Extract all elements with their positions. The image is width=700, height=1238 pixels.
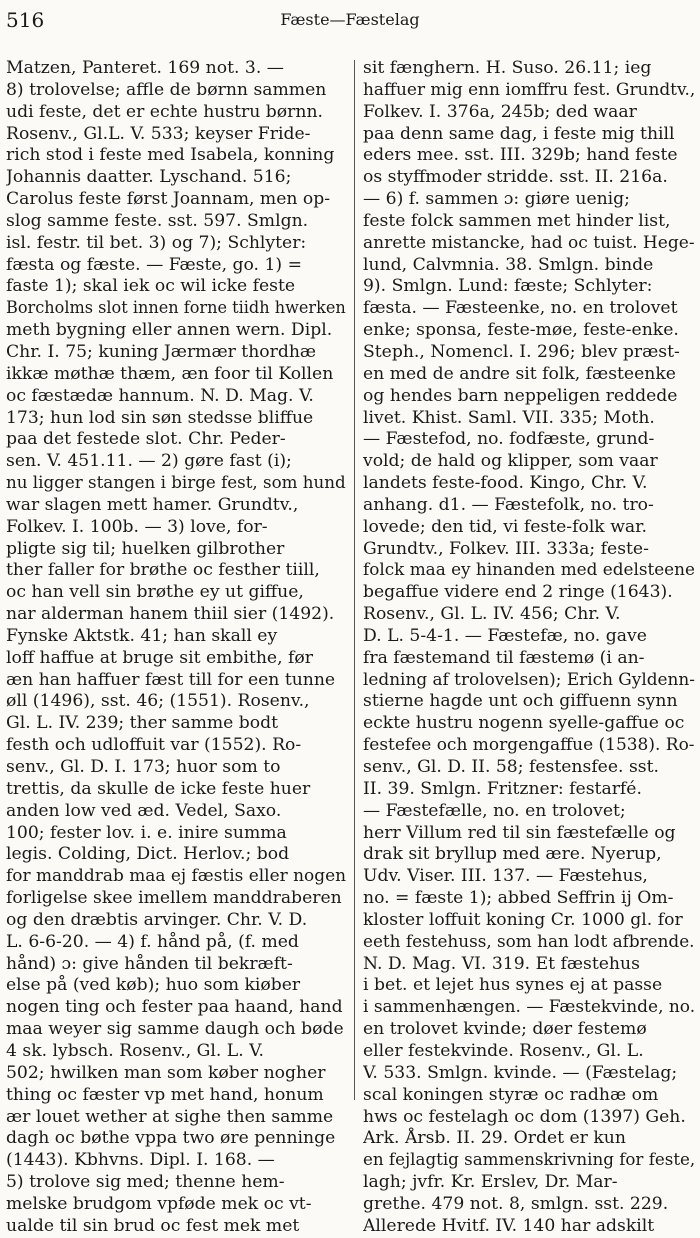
text-line: 4 sk. lybsch. Rosenv., Gl. L. V. (6, 1040, 264, 1061)
text-line: lagh; jvfr. Kr. Erslev, Dr. Mar- (363, 1172, 618, 1193)
text-line: en fejlagtig sammenskrivning for feste, (363, 1150, 695, 1171)
text-line: ther faller for brøthe oc festher tiill, (6, 560, 320, 581)
text-line: Matzen, Panteret. 169 not. 3. — (6, 58, 284, 78)
text-line: Chr. I. 75; kuning Jærmær thordhæ (6, 341, 317, 362)
text-line: feste folck sammen met hinder list, (363, 210, 671, 231)
text-line: og den dræbtis arvinger. Chr. V. D. (6, 909, 308, 930)
text-line: og hendes barn neppeligen reddede (363, 385, 678, 406)
text-line: udi feste, det er echte hustru børnn. (6, 101, 323, 122)
text-line: eders mee. sst. III. 329b; hand feste (363, 145, 678, 166)
text-line: Ark. Årsb. II. 29. Ordet er kun (363, 1128, 626, 1149)
text-line: — 6) f. sammen ɔ: giøre uenig; (363, 189, 630, 210)
text-line: anhang. d1. — Fæstefolk, no. tro- (363, 494, 654, 515)
text-line: slog samme feste. sst. 597. Smlgn. (6, 210, 309, 231)
text-line: haffuer mig enn iomffru fest. Grundtv., (363, 79, 695, 100)
text-line: kloster loffuit koning Cr. 1000 gl. for (363, 909, 683, 930)
text-line: nogen ting och fester paa haand, hand (6, 997, 343, 1018)
text-line: maa weyer sig samme daugh och bøde (6, 1019, 344, 1040)
left-column (6, 58, 346, 1238)
text-line: fra fæstemand til fæstemø (i an- (363, 647, 645, 668)
text-line: drak sit bryllup med ære. Nyerup, (363, 844, 662, 865)
text-line: Rosenv., Gl. L. IV. 456; Chr. V. (363, 604, 621, 625)
text-line: folck maa ey hinanden med edelsteene (363, 560, 695, 581)
text-line: ledning af trolovelsen); Erich Gyldenn- (363, 669, 695, 690)
text-line: Johannis daatter. Lyschand. 516; (6, 167, 292, 188)
text-line: (1443). Kbhvns. Dipl. I. 168. — (6, 1150, 275, 1171)
text-line: loff haffue at bruge sit embithe, før (6, 647, 313, 668)
text-line: Gl. L. IV. 239; ther samme bodt (6, 713, 279, 734)
text-line: stierne hagde unt och giffuenn synn (363, 691, 678, 712)
text-line: en trolovet kvinde; døer festemø (363, 1019, 647, 1040)
text-line: æn han haffuer fæst till for een tunne (6, 669, 336, 690)
text-line: i sammenhængen. — Fæstekvinde, no. (363, 997, 695, 1018)
text-line: grethe. 479 not. 8, smlgn. sst. 229. (363, 1193, 669, 1214)
text-line: II. 39. Smlgn. Fritzner: festarfé. (363, 778, 642, 799)
right-column (363, 58, 695, 1238)
page-number: 516 (6, 8, 45, 32)
text-line: legis. Colding, Dict. Herlov.; bod (6, 844, 290, 865)
text-line: paa denn same dag, i feste mig thill (363, 123, 675, 144)
text-line: 100; fester lov. i. e. inire summa (6, 822, 287, 843)
text-line: else på (ved køb); huo som kiøber (6, 975, 301, 996)
text-line: lovede; den tid, vi feste-folk war. (363, 516, 647, 537)
text-line: rich stod i feste med Isabela, konning (6, 145, 335, 166)
text-line: festh och udloffuit var (1552). Ro- (6, 735, 302, 756)
text-line: eckte hustru nogenn syelle-gaffue oc (363, 713, 685, 734)
text-line: 5) trolove sig med; thenne hem- (6, 1172, 285, 1193)
text-line: oc han vell sin brøthe ey ut giffue, (6, 582, 304, 603)
text-line: vold; de hald og klipper, som vaar (363, 451, 658, 472)
text-line: D. L. 5-4-1. — Fæstefæ, no. gave (363, 625, 647, 646)
text-line: pligte sig til; huelken gilbrother (6, 538, 285, 559)
text-line: thing oc fæster vp met hand, honum (6, 1084, 324, 1105)
text-line: 9). Smlgn. Lund: fæste; Schlyter: (363, 276, 653, 297)
text-line: fæsta. — Fæsteenke, no. en trolovet (363, 298, 678, 319)
text-line: Folkev. I. 100b. — 3) love, for- (6, 516, 268, 537)
text-line: lund, Calvmnia. 38. Smlgn. binde (363, 254, 654, 275)
text-line: 502; hwilken man som køber nogher (6, 1062, 326, 1083)
text-line: Rosenv., Gl.L. V. 533; keyser Fride- (6, 123, 311, 144)
text-line: anden low ved æd. Vedel, Saxo. (6, 800, 282, 821)
text-line: enke; sponsa, feste-møe, feste-enke. (363, 320, 679, 341)
text-line: Allerede Hvitf. IV. 140 har adskilt (363, 1215, 655, 1236)
text-line: landets feste-food. Kingo, Chr. V. (363, 473, 648, 494)
text-line: war slagen mett hamer. Grundtv., (6, 494, 299, 515)
text-line: ær louet wether at sighe then samme (6, 1106, 334, 1127)
text-line: anrette mistancke, had oc tuist. Hege- (363, 232, 695, 253)
text-line: nar alderman hanem thiil sier (1492). (6, 604, 335, 625)
text-line: dagh oc bøthe vppa two øre penninge (6, 1128, 336, 1149)
text-line: herr Villum red til sin fæstefælle og (363, 822, 676, 843)
text-line: melske brudgom vpføde mek oc vt- (6, 1193, 312, 1214)
text-line: nu ligger stangen i birge fest, som hund (6, 473, 346, 494)
column-divider (354, 60, 355, 1100)
text-line: Borcholms slot innen forne tiidh hwerken (6, 298, 346, 319)
text-line: meth bygning eller annen wern. Dipl. (6, 320, 333, 341)
text-line: L. 6-6-20. — 4) f. hånd på, (f. med (6, 931, 299, 952)
text-line: os styffmoder stridde. sst. II. 216a. (363, 167, 668, 188)
text-line: paa det festede slot. Chr. Peder- (6, 429, 286, 450)
text-line: trettis, da skulle de icke feste huer (6, 778, 311, 799)
text-line: isl. festr. til bet. 3) og 7); Schlyter: (6, 232, 307, 253)
text-line: for manddrab maa ej fæstis eller nogen (6, 866, 346, 887)
text-line: hånd) ɔ: give hånden til bekræft- (6, 953, 293, 974)
text-line: Fynske Aktstk. 41; han skall ey (6, 625, 278, 646)
text-line: i bet. et lejet hus synes ej at passe (363, 975, 663, 996)
text-line: 173; hun lod sin søn stedsse bliffue (6, 407, 314, 428)
text-line: V. 533. Smlgn. kvinde. — (Fæstelag; (363, 1062, 678, 1083)
text-line: sit fænghern. H. Suso. 26.11; ieg (363, 58, 652, 78)
text-line: no. = fæste 1); abbed Seffrin ij Om- (363, 888, 674, 909)
text-line: senv., Gl. D. I. 173; huor som to (6, 757, 281, 777)
text-line: eller festekvinde. Rosenv., Gl. L. (363, 1040, 644, 1061)
text-line: øll (1496), sst. 46; (1551). Rosenv., (6, 691, 310, 712)
text-line: hws oc festelagh oc dom (1397) Geh. (363, 1106, 686, 1127)
text-line: Carolus feste først Joannam, men op- (6, 189, 331, 210)
text-line: forligelse skee imellem manddraberen (6, 888, 342, 909)
text-line: festefee och morgengaffue (1538). Ro- (363, 735, 695, 756)
text-line: eeth festehuss, som han lodt afbrende. (363, 931, 695, 952)
text-line: Grundtv., Folkev. III. 333a; feste- (363, 538, 649, 559)
text-line: ikkæ møthæ thæm, æn foor til Kollen (6, 363, 334, 384)
text-line: sen. V. 451.11. — 2) gøre fast (i); (6, 451, 292, 472)
text-line: ualde til sin brud oc fest mek met (6, 1215, 300, 1236)
text-line: — Fæstefælle, no. en trolovet; (363, 800, 626, 821)
text-line: senv., Gl. D. II. 58; festensfee. sst. (363, 757, 659, 777)
text-line: Udv. Viser. III. 137. — Fæstehus, (363, 866, 648, 887)
text-line: faste 1); skal iek oc wil icke feste (6, 276, 296, 297)
text-line: 8) trolovelse; affle de børnn sammen (6, 79, 327, 100)
text-line: scal koningen styræ oc radhæ om (363, 1084, 659, 1105)
text-line: Steph., Nomencl. I. 296; blev præst- (363, 341, 680, 362)
text-line: fæsta og fæste. — Fæste, go. 1) = (6, 254, 302, 275)
text-line: N. D. Mag. VI. 319. Et fæstehus (363, 953, 640, 974)
text-line: en med de andre sit folk, fæsteenke (363, 363, 676, 384)
text-line: Folkev. I. 376a, 245b; ded waar (363, 101, 637, 122)
running-head: Fæste—Fæstelag (280, 10, 420, 29)
text-line: livet. Khist. Saml. VII. 335; Moth. (363, 407, 655, 428)
text-line: begaffue videre end 2 ringe (1643). (363, 582, 673, 603)
text-line: — Fæstefod, no. fodfæste, grund- (363, 429, 655, 450)
page-header (0, 0, 700, 40)
text-line: oc fæstædæ hannum. N. D. Mag. V. (6, 385, 314, 406)
